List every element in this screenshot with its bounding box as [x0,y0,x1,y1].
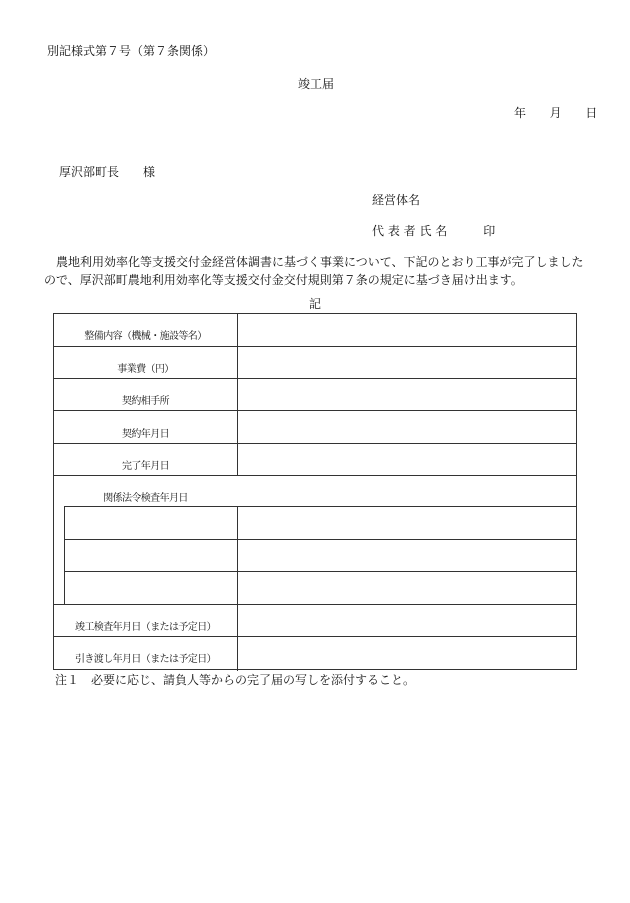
row-label-law-inspection-date: 関係法令検査年月日 [103,493,188,504]
row-label-equipment: 整備内容（機械・施設等名） [84,331,207,342]
ki-heading: 記 [309,297,322,311]
row-label-completion-date: 完了年月日 [122,461,169,472]
row-label-handover-date: 引き渡し年月日（または予定日） [75,654,216,665]
document-title: 竣工届 [298,77,335,91]
footnote: 注１ 必要に応じ、請負人等からの完了届の写しを添付すること。 [55,673,416,687]
row-label-contract-date: 契約年月日 [122,429,169,440]
row-label-contractor: 契約相手所 [122,396,169,407]
addressee: 厚沢部町長 様 [59,165,156,179]
completion-form-table [53,313,577,670]
representative-label: 代 表 者 氏 名 印 [372,224,496,238]
date-year-label: 年 [514,106,527,120]
date-month-label: 月 [549,106,562,120]
form-code: 別記様式第７号（第７条関係） [47,44,216,58]
entity-name-label: 経営体名 [372,193,421,207]
body-paragraph: 農地利用効率化等支援交付金経営体調書に基づく事業について、下記のとおり工事が完了しましたので、厚沢部町農地利用効率化等支援交付金交付規則第７条の規定に基づき届け出ます。 [44,255,584,287]
row-label-final-inspection-date: 竣工検査年月日（または予定日） [75,622,216,633]
row-label-cost: 事業費（円） [117,364,174,375]
date-day-label: 日 [585,106,598,120]
date-line [514,106,597,120]
